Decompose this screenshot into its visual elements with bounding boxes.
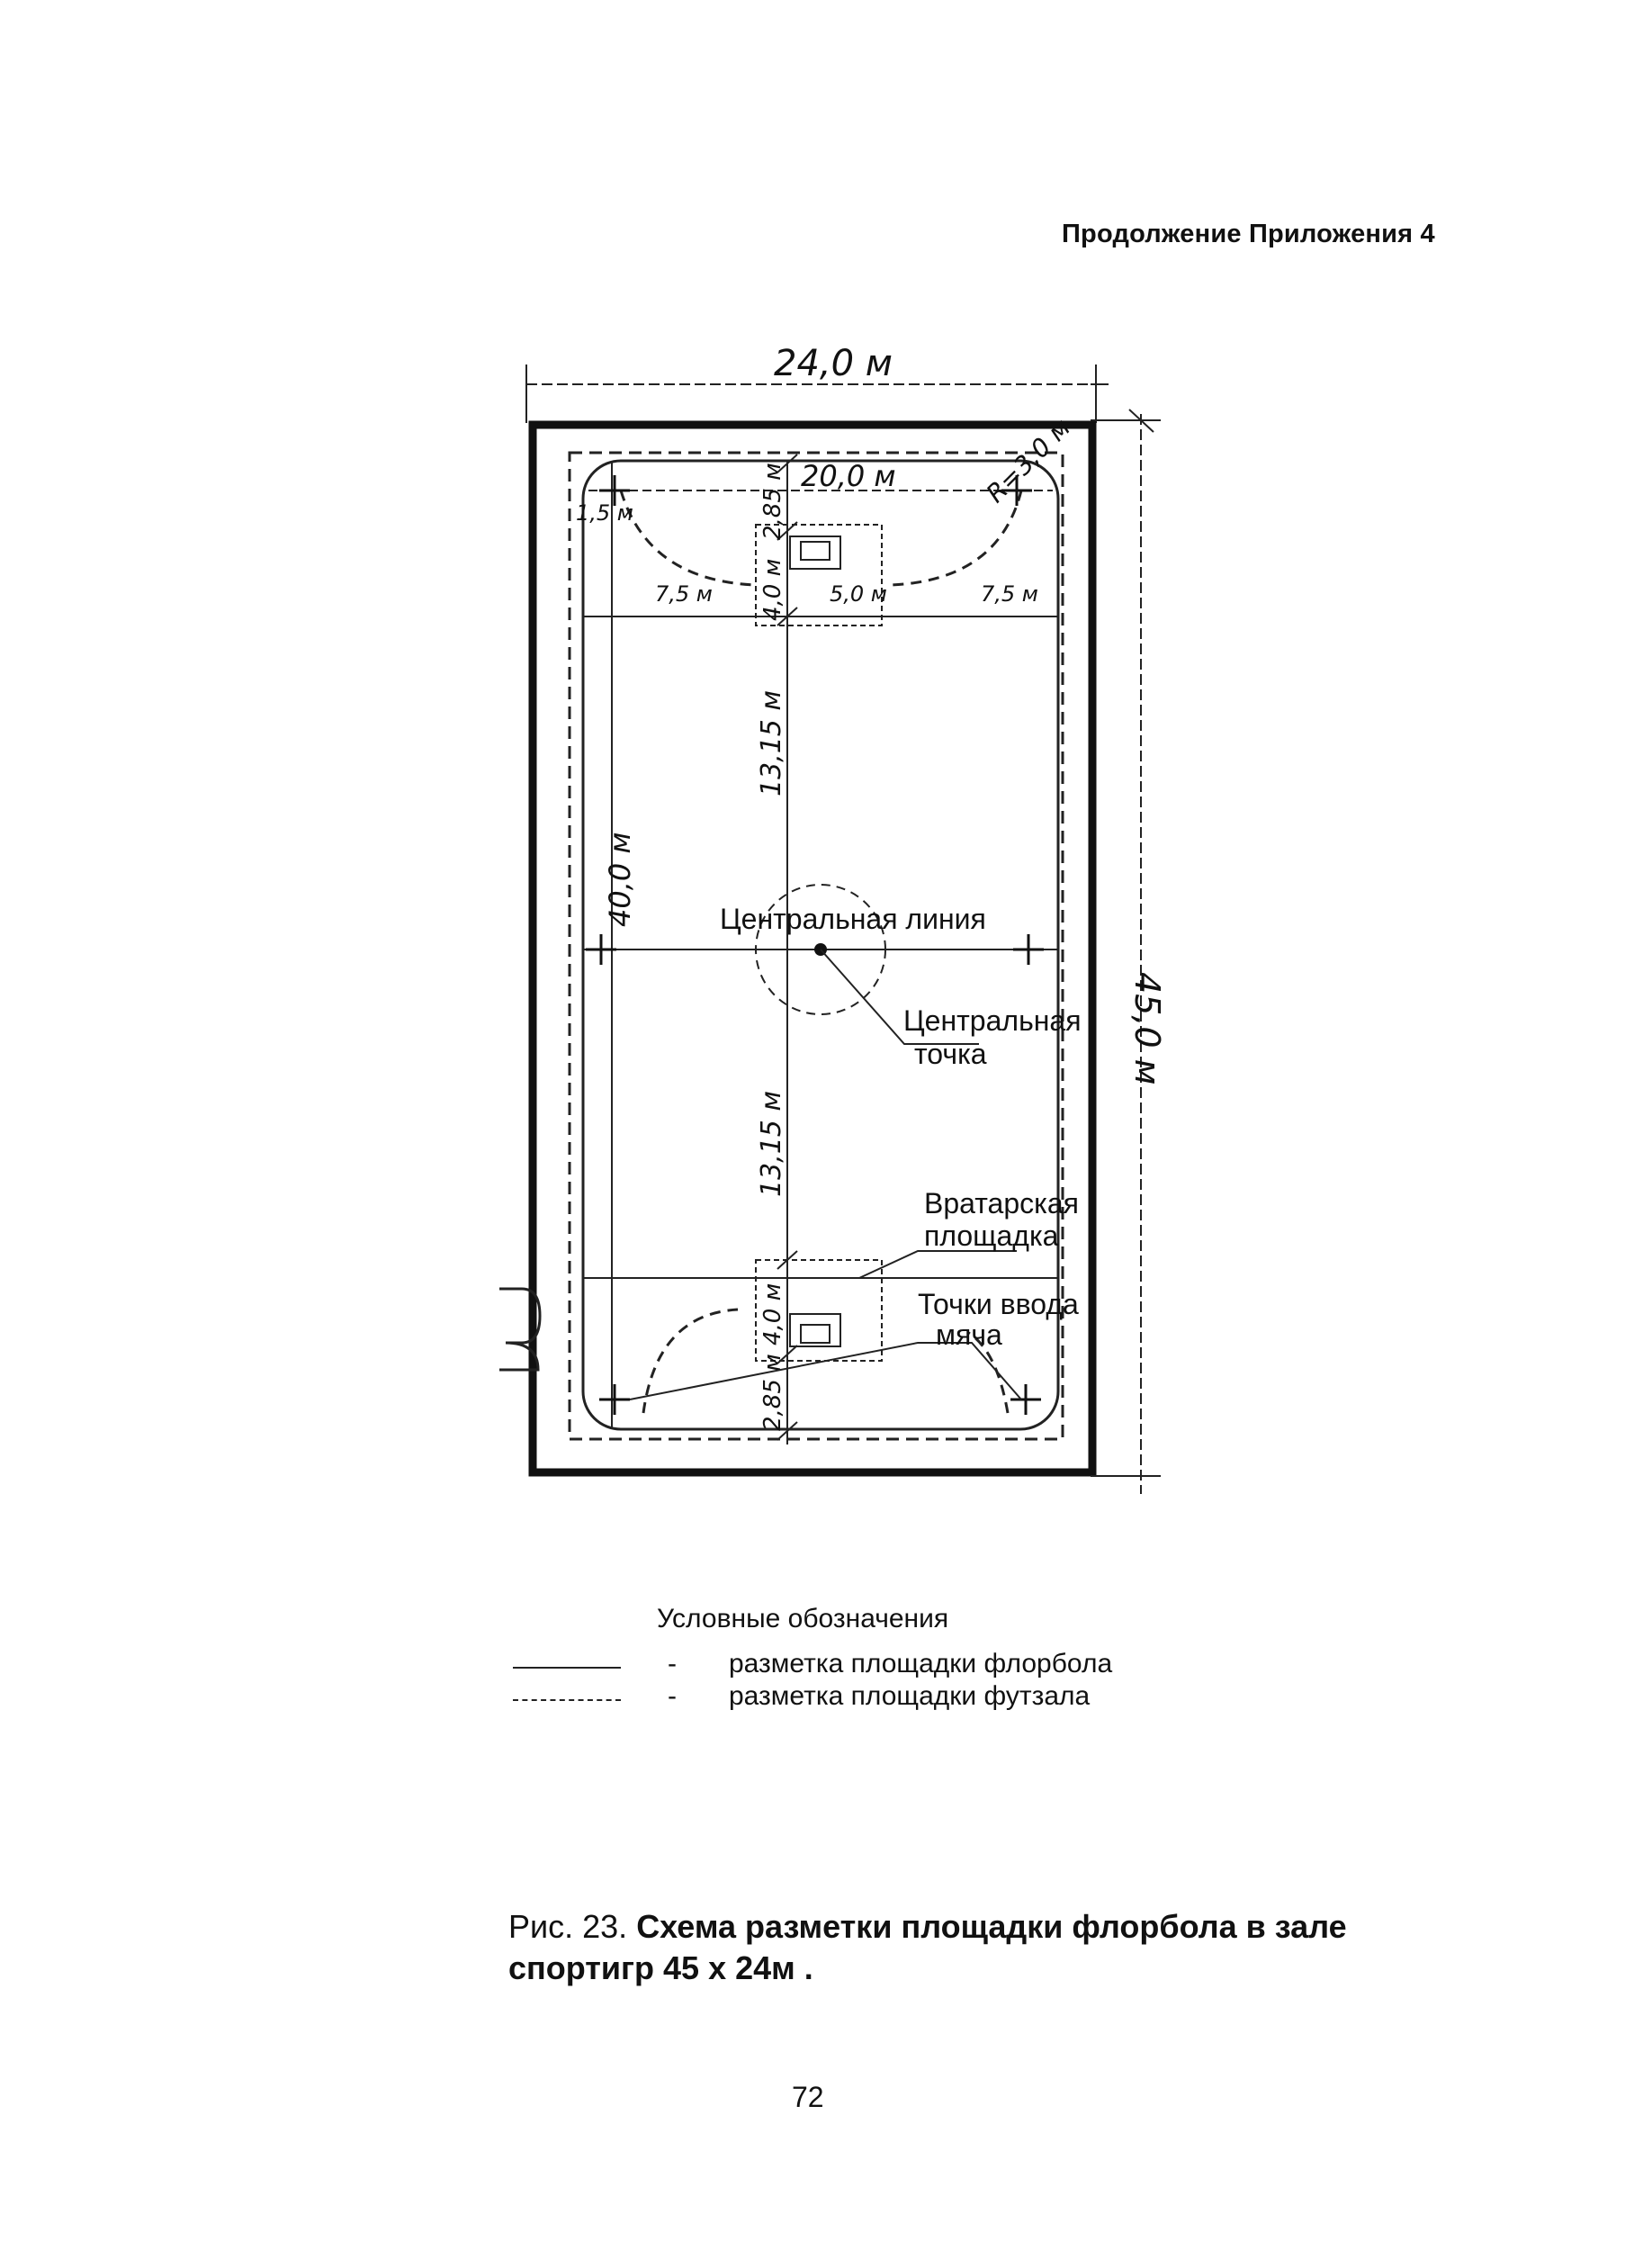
corner-offset-label: 1,5 м [576, 500, 633, 526]
legend-separator: - [668, 1681, 677, 1711]
goal-offset-label: 2,85 м [759, 463, 786, 540]
header-note: Продолжение Приложения 4 [1062, 220, 1435, 248]
court-length-label: 40,0 м [603, 832, 637, 927]
goal-top [790, 536, 840, 569]
goal-area-depth-label: 4,0 м [759, 558, 786, 621]
goal-arc-top-left [621, 490, 756, 585]
court-width-label: 20,0 м [801, 459, 896, 493]
legend-solid-line [513, 1667, 621, 1669]
legend-title: Условные обозначения [657, 1604, 949, 1634]
center-point-label-1: Центральная [903, 1004, 1082, 1037]
corner-radius-label: R=3,0 м [980, 412, 1077, 508]
page-number: 72 [792, 2081, 824, 2113]
right-segment-label: 7,5 м [981, 581, 1038, 607]
goal-offset-bottom-label: 2,85 м [759, 1354, 786, 1431]
goal-area-depth-bottom-label: 4,0 м [759, 1282, 786, 1346]
half-length-top-label: 13,15 м [756, 689, 787, 796]
legend-dashed-line [513, 1699, 621, 1701]
middle-segment-label: 5,0 м [830, 581, 887, 607]
center-point-label-2: точка [914, 1038, 987, 1070]
figure-title: Схема разметки площадки флорбола в зале спортигр 45 х 24м . [508, 1908, 1347, 1986]
legend-item [513, 1649, 1197, 1681]
hall-length-dimension [1091, 410, 1161, 1494]
goal-area-label-2: площадка [924, 1220, 1059, 1252]
faceoff-label-2: мяча [936, 1318, 1002, 1351]
faceoff-label-1: Точки ввода [918, 1288, 1079, 1320]
legend-item-label: разметка площадки флорбола [729, 1649, 1113, 1678]
left-segment-label: 7,5 м [655, 581, 713, 607]
hall-width-label: 24,0 м [774, 343, 893, 384]
figure-number: Рис. 23. [508, 1908, 628, 1945]
center-line-label: Центральная линия [720, 903, 986, 935]
figure-caption [508, 1906, 1408, 1989]
goal-bottom [790, 1314, 840, 1346]
half-length-bottom-label: 13,15 м [756, 1090, 787, 1197]
goal-arc-bottom-left [643, 1310, 738, 1413]
hall-length-label: 45,0 м [1127, 972, 1167, 1085]
goal-area-label-1: Вратарская [924, 1187, 1079, 1220]
legend-item [513, 1681, 1197, 1714]
legend-separator: - [668, 1649, 677, 1678]
legend-item-label: разметка площадки футзала [729, 1681, 1091, 1711]
